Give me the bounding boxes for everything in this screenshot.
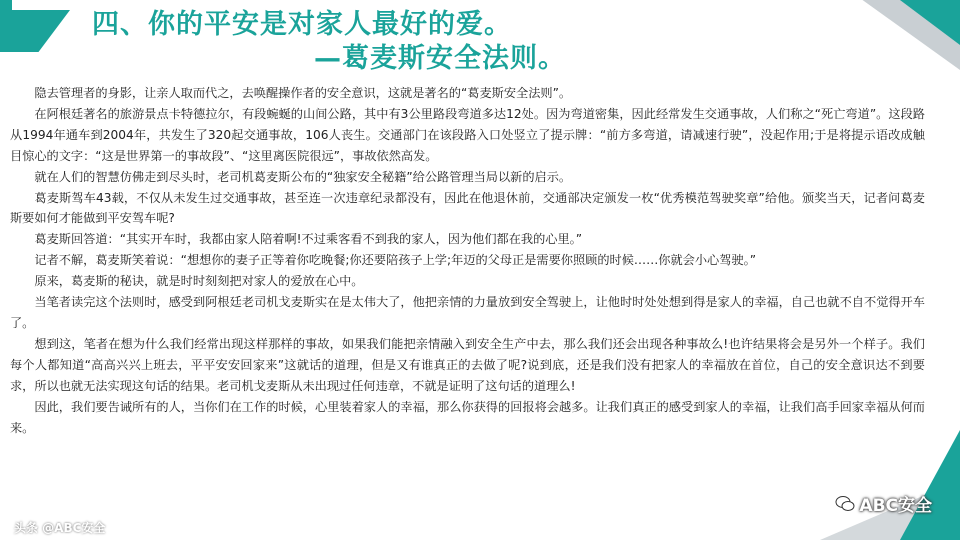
wechat-logo-icon	[835, 494, 855, 514]
paragraph: 隐去管理者的身影，让亲人取而代之，去唤醒操作者的安全意识，这就是著名的“葛麦斯安全法则”。	[34, 86, 572, 100]
paragraph: 原来，葛麦斯的秘诀，就是时时刻刻把对家人的爱放在心中。	[34, 274, 364, 289]
slide-title	[92, 8, 566, 76]
paragraph: 当笔者读完这个法则时，感受到阿根廷老司机戈麦斯实在是太伟大了，他把亲情的力量放到安全驾驶上，让他时时处处想到得是家人的幸福，自己也就不自不觉得开车了。	[10, 295, 925, 330]
paragraph: 葛麦斯驾车43载，不仅从未发生过交通事故，甚至连一次违章纪录都没有，因此在他退休前，交通部决定颁发一枚“优秀模范驾驶奖章”给他。颁奖当天，记者问葛麦斯要如何才能做到平安驾车呢?	[10, 190, 925, 226]
paragraph: 葛麦斯回答道：“其实开车时，我都由家人陪着啊!不过乘客看不到我的家人，因为他们都在我的心里。”	[34, 232, 583, 247]
paragraph: 想到这，笔者在想为什么我们经常出现这样那样的事故，如果我们能把亲情融入到安全生产中去，那么我们还会出现各种事故么!也许结果将会是另外一个样子。我们每个人都知道“高高兴兴上班去，平平安安回家来”这就话的道理，但是又有谁真正的去做了呢?说到底，还是我们没有把家人的幸福放在首位，自己的安全意识达不到要求，所以也就无法实现这句话的结果。老司机戈麦斯从未出现过任何违章，不就是证明了这句话的道理么!	[10, 336, 925, 393]
watermark-left: 头条 @ABC安全	[14, 521, 106, 535]
corner-accent-bottom-right	[900, 430, 960, 540]
paragraph: 记者不解，葛麦斯笑着说：“想想你的妻子正等着你吃晚餐;你还要陪孩子上学;年迈的父母正是需要你照顾的时候……你就会小心驾驶。”	[34, 253, 757, 268]
watermark-text: ABC安全	[859, 496, 932, 516]
paragraph: 在阿根廷著名的旅游景点卡特德拉尔，有段蜿蜒的山间公路，其中有3公里路段弯道多达12处。因为弯道密集，因此经常发生交通事故，人们称之“死亡弯道”。这段路从1994年通车到2004年，共发生了320起交通事故，106人丧生。交通部门在该段路入口处竖立了提示牌：“前方多弯道，请减速行驶”，没起作用;于是将提示语改成触目惊心的文字：“这是世界第一的事故段”、“这里离医院很远”，事故依然高发。	[10, 106, 925, 163]
paragraph: 就在人们的智慧仿佛走到尽头时，老司机葛麦斯公布的“独家安全秘籍”给公路管理当局以新的启示。	[34, 169, 572, 184]
watermark-right	[835, 491, 932, 516]
corner-bar-top-left	[0, 0, 12, 52]
body-text	[10, 83, 925, 438]
title-line-1: 四、你的平安是对家人最好的爱。	[92, 9, 512, 40]
title-line-2: —葛麦斯安全法则。	[314, 43, 566, 74]
paragraph: 因此，我们要告诫所有的人，当你们在工作的时候，心里装着家人的幸福，那么你获得的回报将会越多。让我们真正的感受到家人的幸福，让我们高手回家幸福从何而来。	[10, 399, 925, 435]
